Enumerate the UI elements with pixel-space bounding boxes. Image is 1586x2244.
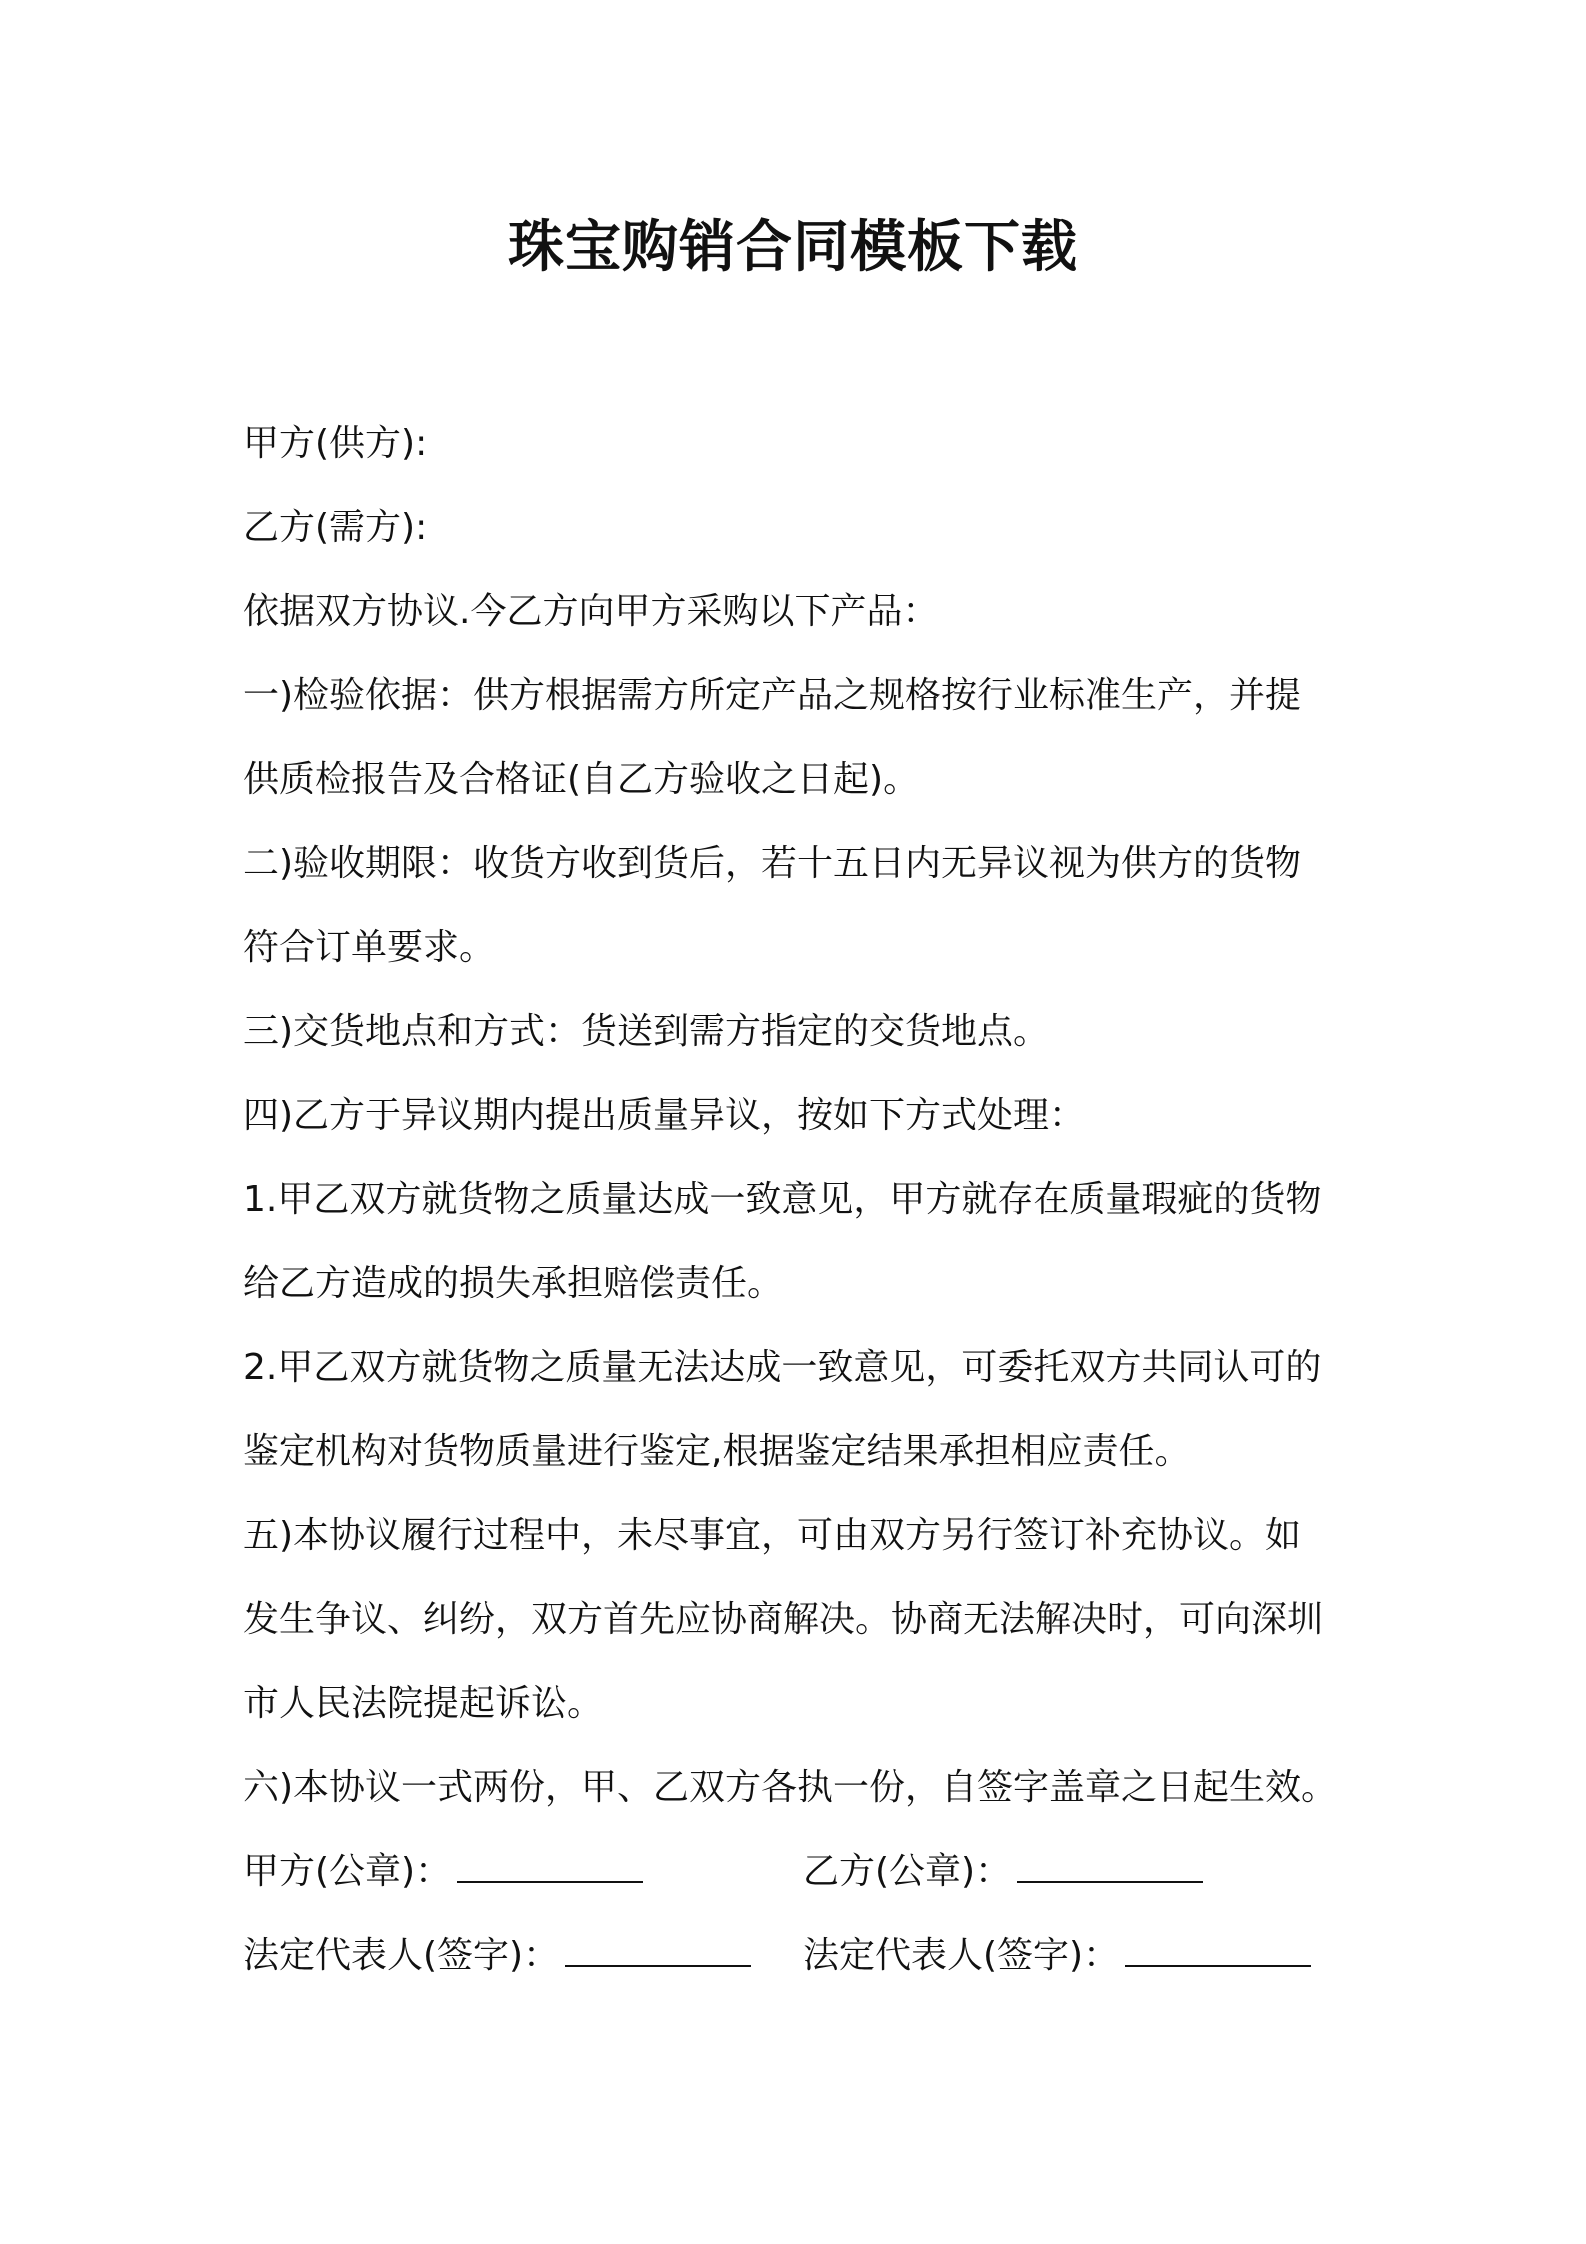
clause-4-item-1-line-1: 1.甲乙双方就货物之质量达成一致意见，甲方就存在质量瑕疵的货物 bbox=[243, 1179, 1322, 1220]
party-a-supplier: 甲方(供方): bbox=[243, 423, 428, 464]
party-b-rep-label: 法定代表人(签字)： bbox=[803, 1935, 1120, 1976]
clause-5-line-3: 市人民法院提起诉讼。 bbox=[243, 1683, 604, 1724]
clause-4: 四)乙方于异议期内提出质量异议，按如下方式处理： bbox=[243, 1095, 1086, 1136]
party-b-seal bbox=[803, 1830, 1363, 1914]
clause-2-line-2: 符合订单要求。 bbox=[243, 927, 496, 968]
party-a-rep-label: 法定代表人(签字)： bbox=[243, 1935, 560, 1976]
party-a-seal bbox=[243, 1830, 803, 1914]
party-a-representative bbox=[243, 1914, 803, 1998]
clause-6: 六)本协议一式两份，甲、乙双方各执一份，自签字盖章之日起生效。 bbox=[243, 1767, 1338, 1808]
clause-5-line-1: 五)本协议履行过程中，未尽事宜，可由双方另行签订补充协议。如 bbox=[243, 1515, 1302, 1556]
document-title: 珠宝购销合同模板下载 bbox=[508, 215, 1078, 280]
clause-2-line-1: 二)验收期限：收货方收到货后，若十五日内无异议视为供方的货物 bbox=[243, 843, 1302, 884]
seal-signature-row bbox=[243, 1830, 1363, 1914]
party-b-seal-label: 乙方(公章)： bbox=[803, 1851, 1012, 1892]
clause-4-item-1-line-2: 给乙方造成的损失承担赔偿责任。 bbox=[243, 1263, 784, 1304]
clause-1-line-1: 一)检验依据：供方根据需方所定产品之规格按行业标准生产，并提 bbox=[243, 675, 1302, 716]
party-a-seal-label: 甲方(公章)： bbox=[243, 1851, 452, 1892]
party-a-rep-blank bbox=[565, 1941, 751, 1967]
party-b-rep-blank bbox=[1125, 1941, 1311, 1967]
clause-4-item-2-line-1: 2.甲乙双方就货物之质量无法达成一致意见，可委托双方共同认可的 bbox=[243, 1347, 1322, 1388]
clause-3: 三)交货地点和方式：货送到需方指定的交货地点。 bbox=[243, 1011, 1050, 1052]
representative-signature-row bbox=[243, 1914, 1363, 1998]
contract-body bbox=[243, 402, 1363, 1998]
clause-4-item-2-line-2: 鉴定机构对货物质量进行鉴定,根据鉴定结果承担相应责任。 bbox=[243, 1431, 1191, 1472]
party-b-representative bbox=[803, 1914, 1363, 1998]
party-b-buyer: 乙方(需方): bbox=[243, 507, 428, 548]
intro-clause: 依据双方协议.今乙方向甲方采购以下产品： bbox=[243, 591, 939, 632]
party-b-seal-blank bbox=[1017, 1857, 1203, 1883]
clause-5-line-2: 发生争议、纠纷，双方首先应协商解决。协商无法解决时，可向深圳 bbox=[243, 1599, 1324, 1640]
clause-1-line-2: 供质检报告及合格证(自乙方验收之日起)。 bbox=[243, 759, 920, 800]
party-a-seal-blank bbox=[457, 1857, 643, 1883]
